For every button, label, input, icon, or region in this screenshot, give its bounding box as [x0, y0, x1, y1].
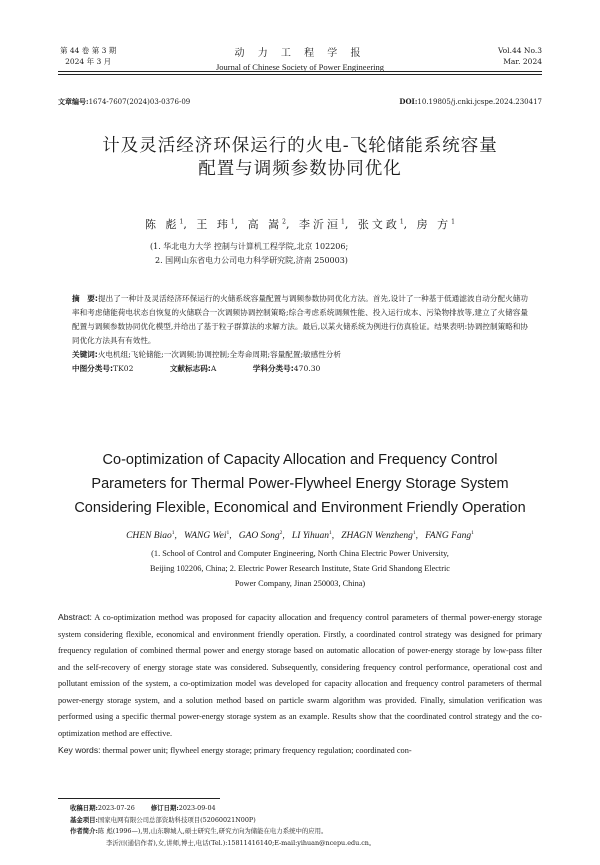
running-header-left	[60, 45, 116, 67]
author-cn: 房 方	[416, 218, 452, 231]
author-affil-mark: 1	[399, 218, 404, 226]
keywords-en-text: thermal power unit; flywheel energy storage; primary frequency regulation; coordinated con-	[102, 746, 412, 755]
doi	[399, 97, 542, 106]
keywords-cn-label: 关键词:	[72, 350, 98, 359]
author-bio-text: 陈 彪(1996—),男,山东聊城人,硕士研究生,研究方向为储能在电力系统中的应用。	[97, 827, 328, 835]
author-cn: 陈 彪	[145, 218, 180, 231]
running-header-center	[170, 44, 430, 72]
article-number-label: 文章编号:	[58, 97, 89, 106]
affiliation-en-line2: Beijing 102206, China; 2. Electric Power Research Institute, State Grid Shandong Electric	[149, 564, 450, 573]
header-rule-thin	[58, 74, 542, 75]
running-header-right	[498, 45, 542, 67]
affiliations-cn	[150, 240, 480, 268]
author-affil-mark: 1	[226, 530, 230, 536]
affiliations-en	[60, 546, 540, 591]
clc-value: TK02	[113, 364, 134, 373]
footnote-rule	[58, 798, 220, 799]
author-en: CHEN Biao	[126, 531, 172, 542]
revised-label: 修订日期:	[150, 804, 179, 812]
title-en	[40, 448, 560, 520]
subject-label: 学科分类号:	[252, 364, 294, 373]
abstract-en	[58, 609, 542, 760]
clc-label: 中图分类号:	[72, 364, 114, 373]
title-en-line2: Parameters for Thermal Power-Flywheel Energy Storage System	[91, 476, 509, 492]
author-affil-mark: 1	[328, 530, 332, 536]
footnote-dates	[70, 803, 542, 815]
abstract-cn-label: 摘 要:	[72, 294, 98, 303]
author-affil-mark: 1	[171, 530, 175, 536]
doc-code-value: A	[210, 364, 217, 373]
keywords-cn-text: 火电机组;飞轮储能;一次调频;协调控制;全寿命周期;容量配置;敏感性分析	[97, 350, 341, 359]
affiliation-en-line3: Power Company, Jinan 250003, China)	[234, 579, 366, 588]
author-affil-mark: 1	[451, 218, 455, 226]
doi-label: DOI:	[399, 97, 418, 106]
author-en: WANG Wei	[183, 531, 227, 542]
title-cn-line1: 计及灵活经济环保运行的火电-飞轮储能系统容量	[102, 136, 498, 156]
abstract-cn	[72, 292, 528, 376]
footnote	[70, 803, 542, 849]
author-en: ZHAGN Wenzheng	[341, 531, 413, 542]
author-affil-mark: 2	[282, 218, 286, 226]
keywords-cn	[72, 348, 528, 362]
abstract-en-label: Abstract:	[58, 612, 92, 622]
article-number-value: 1674-7607(2024)03-0376-09	[88, 98, 191, 106]
footnote-fund	[70, 815, 542, 827]
journal-name-cn: 动 力 工 程 学 报	[234, 48, 366, 59]
affiliation-en-line1: (1. School of Control and Computer Engineering, North China Electric Power University,	[151, 549, 449, 558]
doi-value: 10.19805/j.cnki.jcspe.2024.230417	[417, 98, 542, 106]
affiliation-cn-line1: (1. 华北电力大学 控制与计算机工程学院,北京 102206;	[150, 242, 349, 251]
author-affil-mark: 2	[279, 530, 283, 536]
title-en-line1: Co-optimization of Capacity Allocation and Frequency Control	[102, 452, 498, 468]
author-affil-mark: 1	[471, 530, 474, 536]
header-rule	[58, 71, 542, 72]
author-en: LI Yihuan	[291, 531, 329, 542]
keywords-en	[58, 742, 542, 760]
author-cn: 李沂洹	[299, 218, 341, 231]
author-affil-mark: 1	[179, 218, 184, 226]
author-cn: 张文政	[357, 218, 400, 231]
affiliation-cn-line2: 2. 国网山东省电力公司电力科学研究院,济南 250003)	[155, 256, 348, 265]
fund-label: 基金项目:	[70, 815, 98, 824]
fund-text: 国家电网有限公司总部资助科技项目(52060021N00P)	[97, 815, 256, 824]
author-cn: 王 玮	[196, 218, 231, 231]
abstract-cn-text: 提出了一种计及灵活经济环保运行的火储系统容量配置与调频参数协同优化方法。首先,设计了一种基于低通滤波自动分配火储功率和考虑储能荷电状态自恢复的火储联合一次调频协调控制策略;综合考虑系统调频性能、投入运行成本、污染物排放等,建立了火储容量配置与调频参数协同优化模型,并给出了基于粒子群算法的求解方法。最后,以某火储系统为例进行仿真验证。结果表明:协调控制策略和协同优化方法具有有效性。	[72, 294, 528, 345]
date-cn: 2024 年 3 月	[65, 57, 112, 66]
abstract-en-body	[58, 609, 542, 742]
footnote-corresponding: 李沂洹(通信作者),女,讲师,博士,电话(Tel.):15811416140;E-mail:yihuan@ncepu.edu.cn。	[106, 838, 376, 847]
subject-value: 470.30	[293, 364, 321, 373]
author-cn: 高 嵩	[247, 218, 283, 231]
journal-name-en: Journal of Chinese Society of Power Engineering	[215, 62, 385, 72]
abstract-cn-body	[72, 292, 528, 348]
authors-cn: 陈 彪$^1$, 王 玮$^1$, 高 嵩$^2$, 李沂洹$^1$, 张文政$^1$, 房 方$^1$	[145, 218, 455, 231]
title-en-line3: Considering Flexible, Economical and Environment Friendly Operation	[74, 500, 526, 516]
keywords-en-label: Key words:	[58, 745, 101, 755]
authors-en: CHEN Biao$^1$, WANG Wei$^1$, GAO Song$^2$, LI Yihuan$^1$, ZHAGN Wenzheng$^1$, FANG Fang$^1$	[126, 530, 474, 542]
classification-cn	[72, 362, 528, 376]
revised-date: 2023-09-04	[178, 804, 216, 812]
title-cn-line2: 配置与调频参数协同优化	[198, 159, 402, 179]
abstract-en-text: A co-optimization method was proposed for capacity allocation and frequency control parameters of thermal power-energy storage system considering flexible, economical and environment friendly operation. Firstly, a coordinated control strategy was designed for primary frequency regulation of combined thermal power and energy storage based on automatic allocation of power-energy storage by low-pass filter and the self-recovery of energy storage state was considered. Subsequently, considering frequency control performance, operational cost and pollutant emission of the system, a co-optimization model was developed for capacity allocation and frequency control parameters of thermal power-energy storage system, and a solution method based on particle swarm algorithm was provided. Finally, simulation verification was performed using a specific thermal power-energy storage system as an example. Results show that the coordinated control strategy and the co-optimization method are effective.	[58, 613, 542, 738]
footnote-author	[70, 826, 542, 838]
author-en: GAO Song	[238, 531, 280, 542]
title-cn	[58, 135, 542, 181]
author-affil-mark: 1	[341, 218, 345, 226]
author-bio-label: 作者简介:	[70, 827, 98, 835]
received-label: 收稿日期:	[70, 804, 98, 812]
article-number	[58, 97, 190, 107]
date-en: Mar. 2024	[503, 57, 542, 66]
doc-code-label: 文献标志码:	[169, 364, 211, 373]
author-en: FANG Fang	[425, 531, 472, 542]
received-date: 2023-07-26	[97, 804, 135, 812]
author-affil-mark: 1	[230, 218, 235, 226]
volume-en: Vol.44 No.3	[497, 46, 542, 55]
volume-cn: 第 44 卷 第 3 期	[60, 46, 117, 55]
author-affil-mark: 1	[412, 530, 416, 536]
